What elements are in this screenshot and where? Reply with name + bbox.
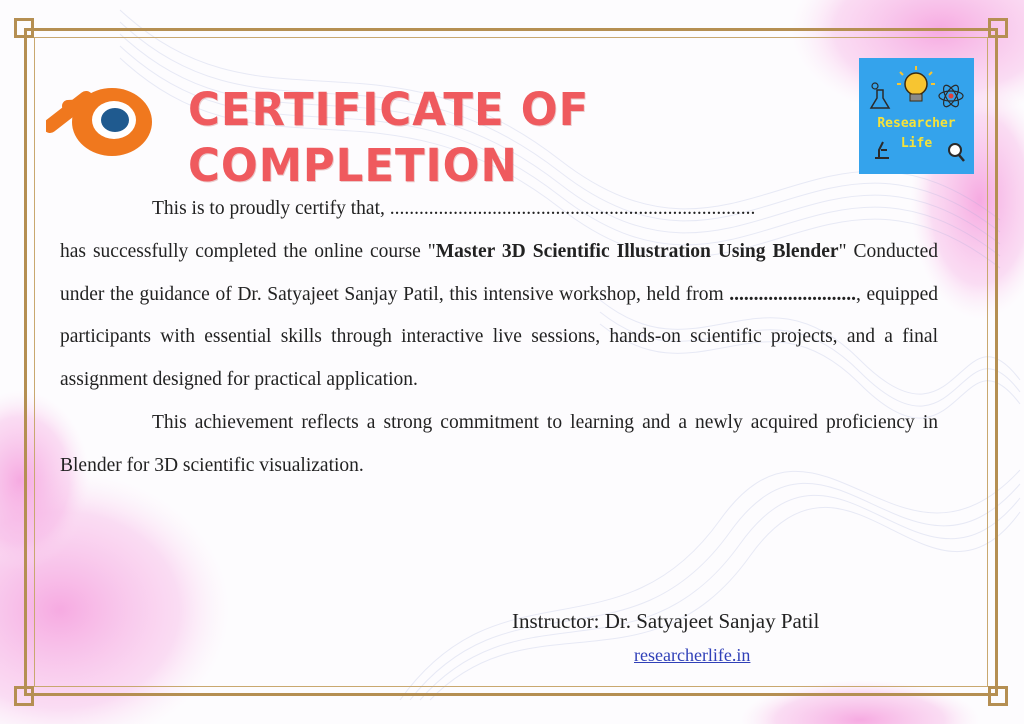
researcher-life-logo-line2: Life: [900, 136, 933, 151]
intro-text: This is to proudly certify that, ...........................................................................: [152, 198, 756, 219]
paragraph-1-part-a: has successfully completed the online course ": [60, 240, 436, 262]
corner-ornament: [14, 18, 34, 38]
paragraph-1: [60, 231, 938, 402]
paragraph-1-part-c: , equipped participants with essential skills through interactive live sessions, hands-on scientific projects, and a final assignment designed for practical application.: [60, 283, 938, 391]
blender-logo: [46, 70, 156, 162]
corner-ornament: [988, 18, 1008, 38]
website-link[interactable]: researcherlife.in: [634, 645, 751, 665]
paragraph-2-text: This achievement reflects a strong commitment to learning and a newly acquired proficiency in Blender for 3D scientific visualization.: [60, 411, 938, 476]
corner-ornament: [988, 686, 1008, 706]
paragraph-2: [60, 402, 938, 488]
certificate-title: CERTIFICATE OF COMPLETION: [188, 83, 590, 192]
researcher-life-logo: [859, 58, 974, 174]
corner-ornament: [14, 686, 34, 706]
course-name: Master 3D Scientific Illustration Using Blender: [435, 240, 839, 262]
instructor-signature: Instructor: Dr. Satyajeet Sanjay Patil: [512, 609, 820, 633]
researcher-life-logo-line1: Researcher: [877, 116, 956, 131]
certificate-body: [60, 188, 938, 488]
paragraph-1-part-b: " Conducted under the guidance of Dr. Satyajeet Sanjay Patil, this intensive workshop, held from: [60, 240, 938, 305]
intro-line: [60, 188, 938, 231]
date-placeholder: ..........................: [729, 283, 857, 305]
